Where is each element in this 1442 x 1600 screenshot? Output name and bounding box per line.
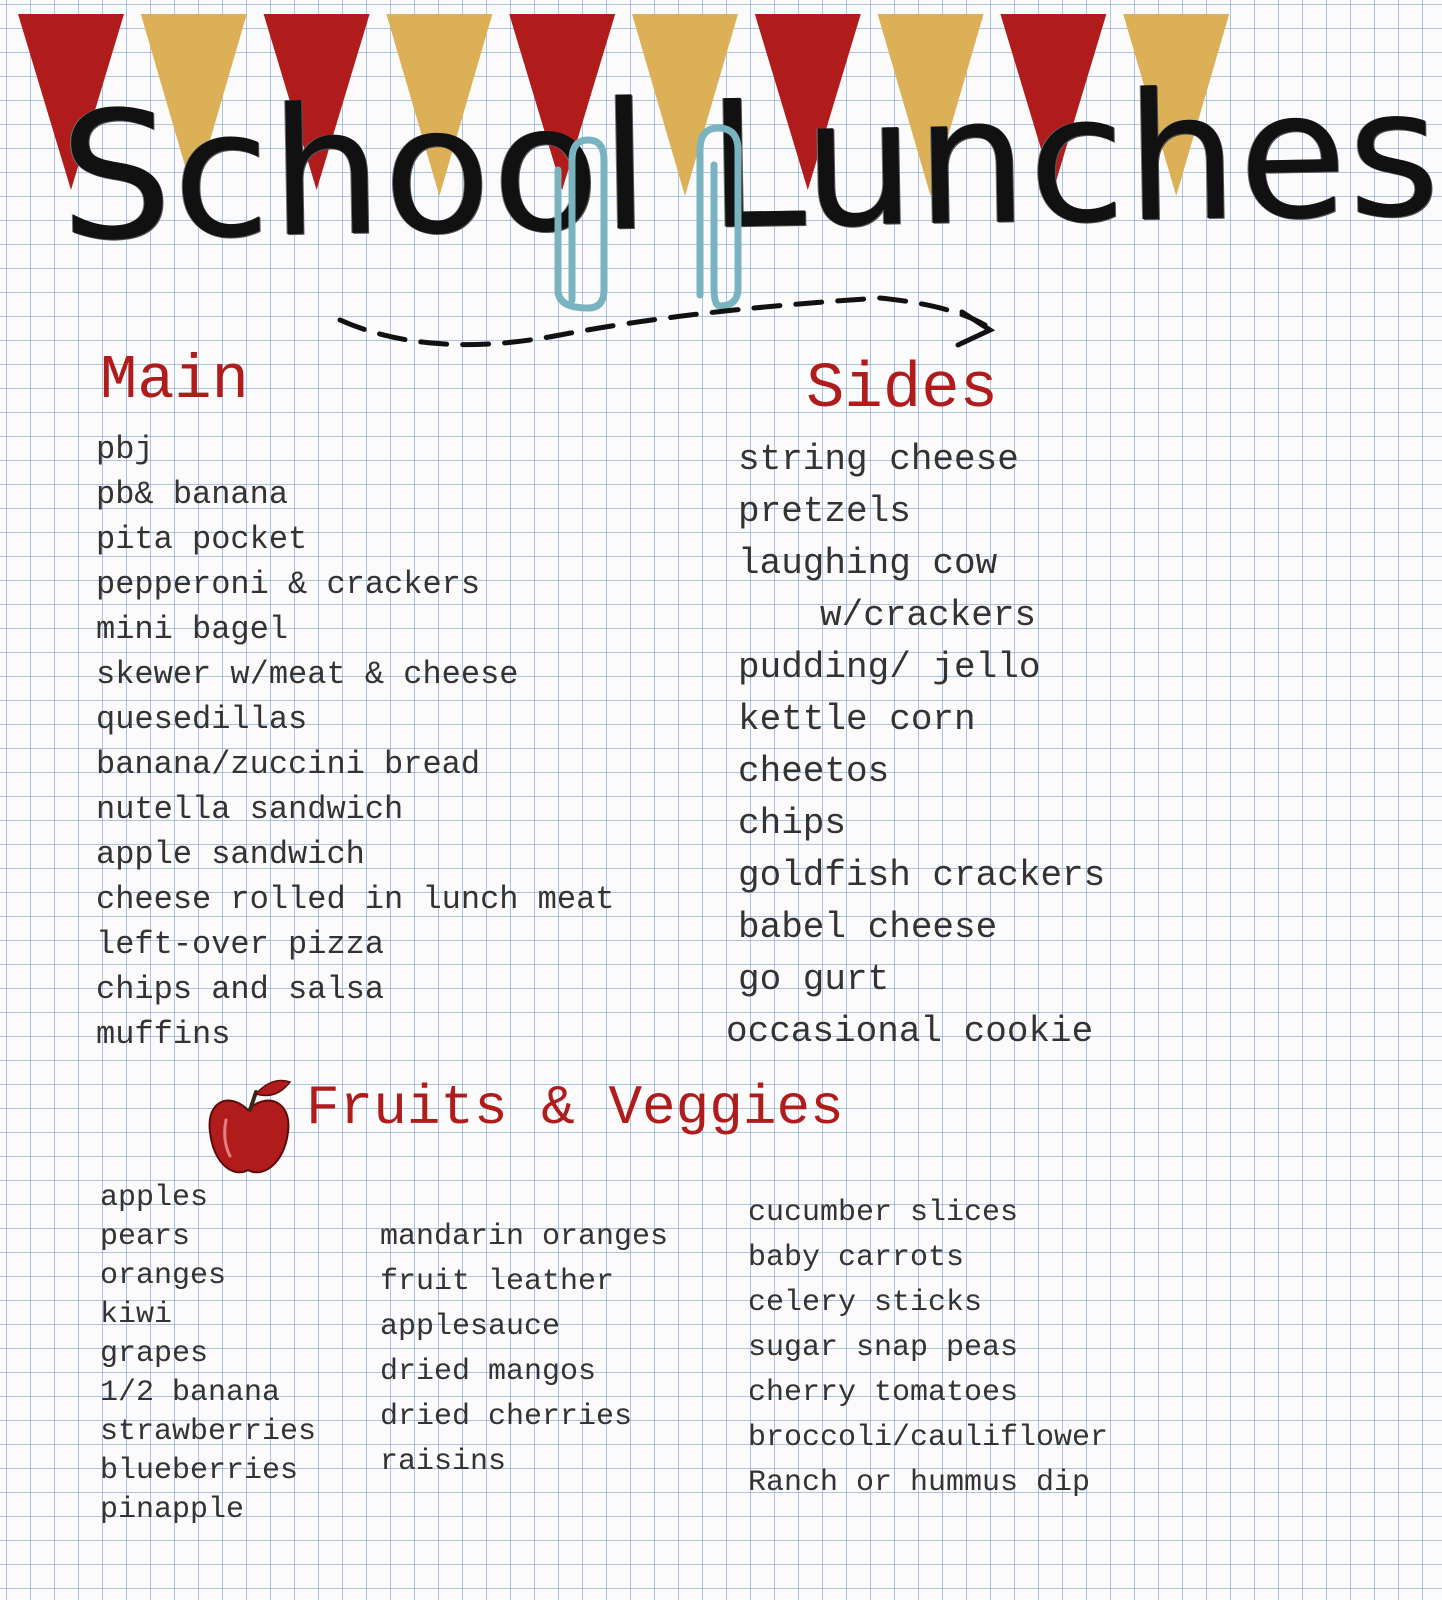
list-item: pepperoni & crackers: [96, 566, 481, 603]
page-title: School Lunches: [58, 50, 1442, 281]
list-item: babel cheese: [738, 907, 998, 948]
list-item: sugar snap peas: [748, 1331, 1019, 1365]
list-item: string cheese: [738, 439, 1019, 480]
list-item: pinapple: [100, 1493, 245, 1527]
list-item: pudding/ jello: [738, 647, 1041, 688]
list-item: chips: [738, 803, 847, 844]
list-item: baby carrots: [748, 1241, 965, 1275]
list-item: chips and salsa: [96, 971, 385, 1008]
paperclip-icon: [700, 128, 738, 306]
list-item: fruit leather: [380, 1265, 615, 1299]
list-item: go gurt: [738, 959, 890, 1000]
sides-list: [726, 438, 1106, 1062]
list-item: pears: [100, 1220, 191, 1254]
list-item: mini bagel: [96, 611, 289, 648]
veggies-list-column-3: [748, 1194, 1108, 1509]
list-item: strawberries: [100, 1415, 317, 1449]
fruits-veggies-heading: Fruits & Veggies: [306, 1076, 844, 1140]
list-item: mandarin oranges: [380, 1220, 669, 1254]
list-item: goldfish crackers: [738, 855, 1106, 896]
main-list: [96, 430, 614, 1060]
list-item: apple sandwich: [96, 836, 365, 873]
list-item: banana/zuccini bread: [96, 746, 481, 783]
fruits-list-column-1: [100, 1180, 316, 1531]
list-item: kiwi: [100, 1298, 173, 1332]
list-item: cherry tomatoes: [748, 1376, 1019, 1410]
list-item: applesauce: [380, 1310, 561, 1344]
list-item: cucumber slices: [748, 1196, 1019, 1230]
paperclip-icon: [558, 140, 604, 308]
list-item: occasional cookie: [726, 1011, 1094, 1052]
list-item: muffins: [96, 1016, 231, 1053]
sides-heading: Sides: [806, 354, 999, 426]
list-item: kettle corn: [738, 699, 976, 740]
dashed-arrow: [340, 298, 990, 345]
list-item: oranges: [100, 1259, 227, 1293]
list-item: quesedillas: [96, 701, 308, 738]
list-item: left-over pizza: [96, 926, 385, 963]
list-item: blueberries: [100, 1454, 299, 1488]
list-item: skewer w/meat & cheese: [96, 656, 519, 693]
apple-icon: [210, 1081, 290, 1173]
list-item: dried cherries: [380, 1400, 633, 1434]
list-item: pb& banana: [96, 476, 289, 513]
list-item: cheetos: [738, 751, 890, 792]
list-item: cheese rolled in lunch meat: [96, 881, 615, 918]
list-item: celery sticks: [748, 1286, 983, 1320]
list-item: w/crackers: [820, 595, 1037, 636]
list-item: grapes: [100, 1337, 209, 1371]
list-item: dried mangos: [380, 1355, 597, 1389]
list-item: nutella sandwich: [96, 791, 404, 828]
list-item: broccoli/cauliflower: [748, 1421, 1109, 1455]
fruits-list-column-2: [380, 1218, 668, 1488]
list-item: pbj: [96, 431, 154, 468]
list-item: Ranch or hummus dip: [748, 1466, 1091, 1500]
list-item: pita pocket: [96, 521, 308, 558]
list-item: laughing cow: [738, 543, 998, 584]
list-item: raisins: [380, 1445, 507, 1479]
main-heading: Main: [100, 345, 249, 416]
list-item: 1/2 banana: [100, 1376, 281, 1410]
list-item: apples: [100, 1181, 209, 1215]
list-item: pretzels: [738, 491, 911, 532]
